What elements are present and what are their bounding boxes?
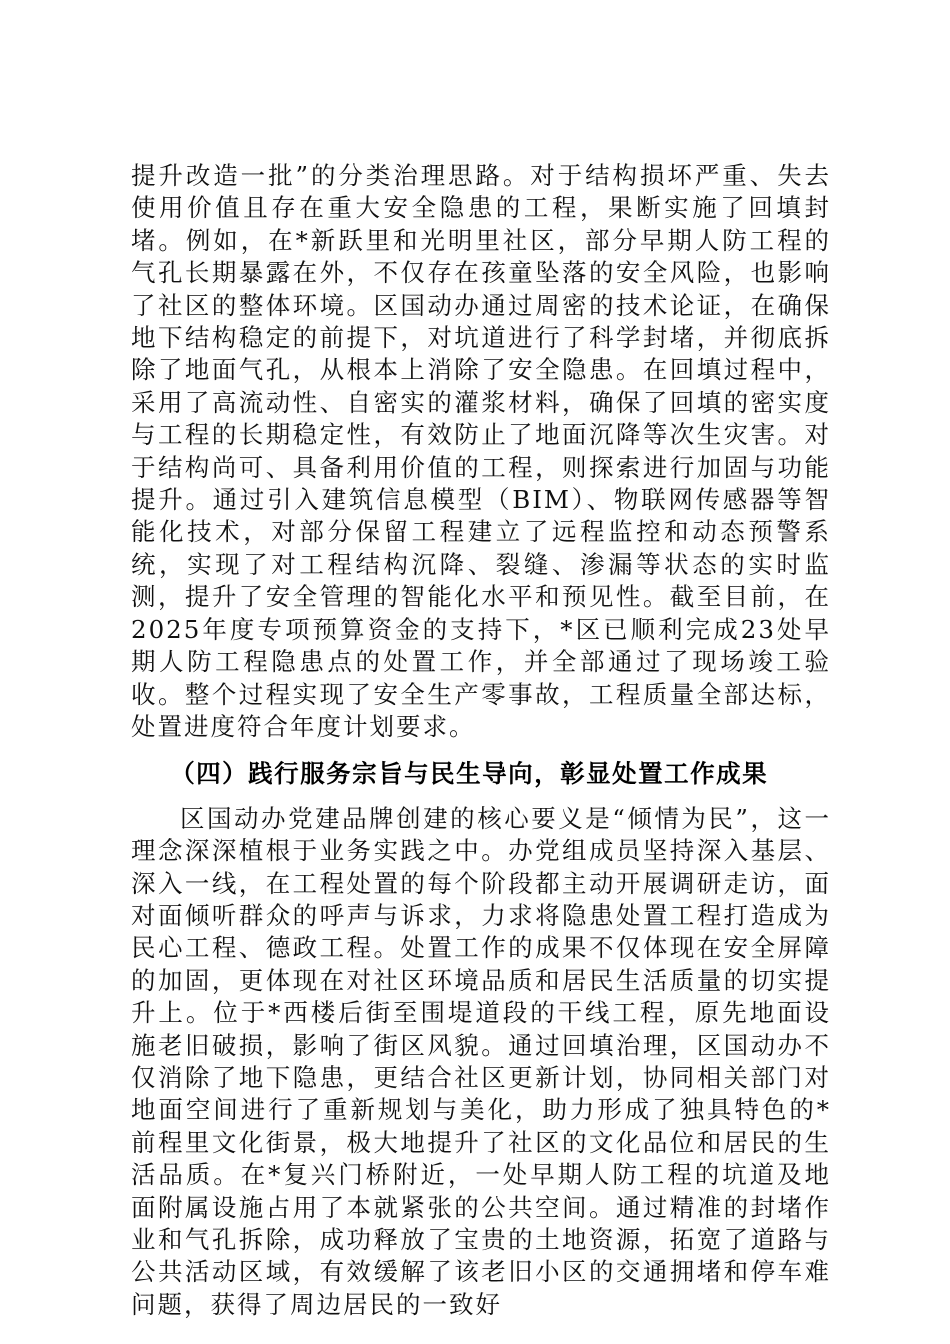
document-body <box>131 160 831 1321</box>
body-paragraph-service: 区国动办党建品牌创建的核心要义是“倾情为民”，这一理念深深植根于业务实践之中。办党组成员坚持深入基层、深入一线，在工程处置的每个阶段都主动开展调研走访，面对面倾听群众的呼声与诉求，力求将隐患处置工程打造成为民心工程、德政工程。处置工作的成果不仅体现在安全屏障的加固，更体现在对社区环境品质和居民生活质量的切实提升上。位于*西楼后街至围堤道段的干线工程，原先地面设施老旧破损，影响了街区风貌。通过回填治理，区国动办不仅消除了地下隐患，更结合社区更新计划，协同相关部门对地面空间进行了重新规划与美化，助力形成了独具特色的*前程里文化街景，极大地提升了社区的文化品位和居民的生活品质。在*复兴门桥附近，一处早期人防工程的坑道及地面附属设施占用了本就紧张的公共空间。通过精准的封堵作业和气孔拆除，成功释放了宝贵的土地资源，拓宽了道路与公共活动区域，有效缓解了该老旧小区的交通拥堵和停车难问题，获得了周边居民的一致好 <box>131 803 831 1319</box>
section-heading-4: （四）践行服务宗旨与民生导向，彰显处置工作成果 <box>170 759 769 789</box>
body-paragraph-continued: 提升改造一批”的分类治理思路。对于结构损坏严重、失去使用价值且存在重大安全隐患的工程，果断实施了回填封堵。例如，在*新跃里和光明里社区，部分早期人防工程的气孔长期暴露在外，不仅存在孩童坠落的安全风险，也影响了社区的整体环境。区国动办通过周密的技术论证，在确保地下结构稳定的前提下，对坑道进行了科学封堵，并彻底拆除了地面气孔，从根本上消除了安全隐患。在回填过程中，采用了高流动性、自密实的灌浆材料，确保了回填的密实度与工程的长期稳定性，有效防止了地面沉降等次生灾害。对于结构尚可、具备利用价值的工程，则探索进行加固与功能提升。通过引入建筑信息模型（BIM）、物联网传感器等智能化技术，对部分保留工程建立了远程监控和动态预警系统，实现了对工程结构沉降、裂缝、渗漏等状态的实时监测，提升了安全管理的智能化水平和预见性。截至目前，在2025年度专项预算资金的支持下，*区已顺利完成23处早期人防工程隐患点的处置工作，并全部通过了现场竣工验收。整个过程实现了安全生产零事故，工程质量全部达标，处置进度符合年度计划要求。 <box>131 161 831 741</box>
